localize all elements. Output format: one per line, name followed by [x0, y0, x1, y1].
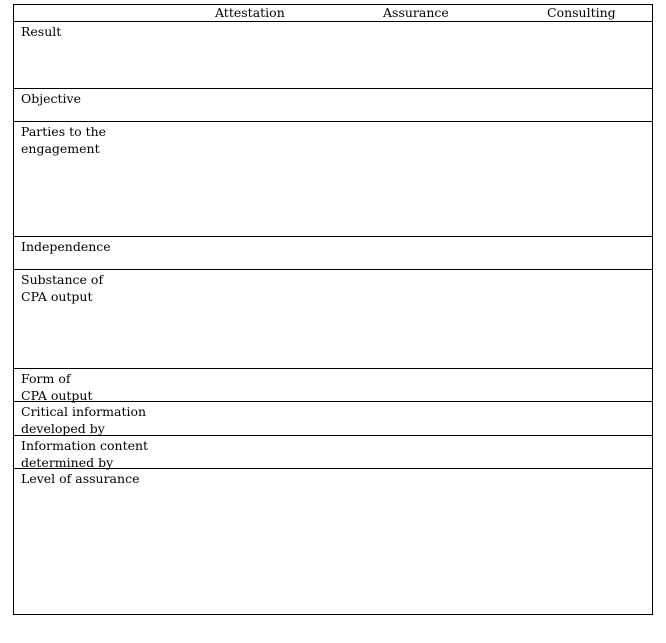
table-row-form [14, 369, 652, 402]
table-row-level-of-assurance [14, 469, 652, 614]
row-label: Level of assurance [21, 471, 140, 486]
column-header-attestation: Attestation [215, 5, 285, 20]
table-row-independence [14, 237, 652, 270]
table-row-critical-information [14, 402, 652, 436]
table-row-result [14, 22, 652, 89]
row-label: Substance of CPA output [21, 272, 104, 304]
column-header-consulting: Consulting [547, 5, 616, 20]
row-label: Information content determined by [21, 438, 149, 470]
row-label: Form of CPA output [21, 371, 93, 403]
row-label: Result [21, 24, 62, 39]
row-label: Independence [21, 239, 111, 254]
table-row-parties [14, 122, 652, 237]
comparison-table [13, 4, 653, 615]
table-row-substance [14, 270, 652, 369]
column-header-assurance: Assurance [383, 5, 449, 20]
row-label: Objective [21, 91, 82, 106]
table-header-row [14, 5, 652, 22]
table-row-objective [14, 89, 652, 122]
row-label: Critical information developed by [21, 404, 147, 436]
table-row-information-content [14, 436, 652, 469]
row-label: Parties to the engagement [21, 124, 107, 156]
